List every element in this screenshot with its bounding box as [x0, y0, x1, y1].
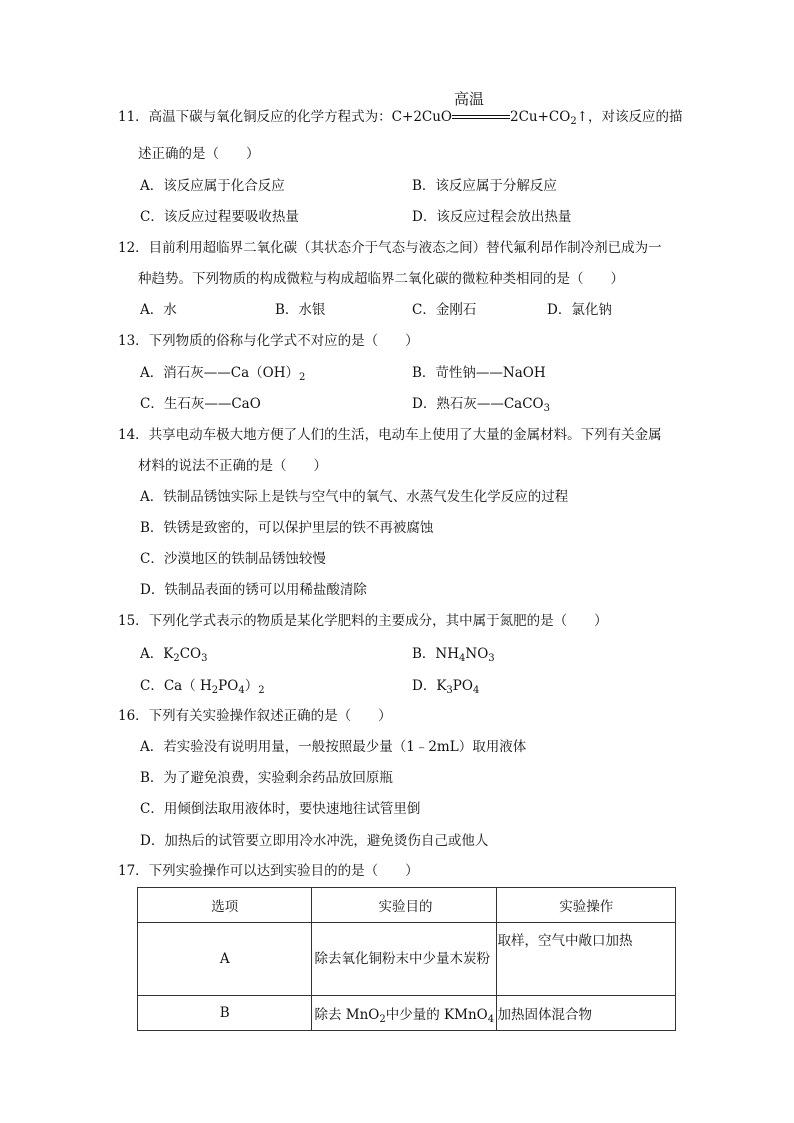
q11-option-c: C．该反应过程要吸收热量	[140, 209, 299, 225]
q16-option-a: A．若实验没有说明用量，一般按照最少量（1﹣2mL）取用液体	[140, 739, 527, 755]
row-a-operation: 取样，空气中敞口加热	[497, 923, 676, 996]
q15-b-sub2: 3	[488, 653, 495, 664]
q11-stem	[118, 90, 683, 127]
q15-d-mid: PO	[452, 678, 473, 694]
reaction-condition: 高温	[454, 90, 485, 108]
q11-option-a: A．该反应属于化合反应	[140, 178, 285, 194]
q11-option-b: B．该反应属于分解反应	[412, 178, 557, 194]
row-b-purpose-mid: 中少量的 KMnO	[385, 1007, 488, 1023]
q14-option-c: C．沙漠地区的铁制品锈蚀较慢	[140, 551, 326, 567]
q13-stem: 13．下列物质的俗称与化学式不对应的是（ ）	[118, 333, 419, 349]
q15-a-sub1: 2	[173, 653, 180, 664]
q16-option-b: B．为了避免浪费，实验剩余药品放回原瓶	[140, 770, 393, 786]
header-purpose: 实验目的	[312, 888, 497, 923]
q13-option-a	[140, 364, 305, 382]
q16-stem: 16．下列有关实验操作叙述正确的是（ ）	[118, 708, 392, 724]
q15-c-pre: C．Ca（ H	[140, 678, 212, 694]
q15-c-mid: PO	[218, 678, 239, 694]
q15-a-mid: CO	[179, 646, 202, 662]
q15-option-d	[412, 677, 479, 695]
q15-d-sub2: 4	[472, 685, 480, 696]
reaction-condition-arrow	[452, 90, 510, 126]
q16-option-c: C．用倾倒法取用液体时，要快速地往试管里倒	[140, 801, 421, 817]
q13-option-c: C．生石灰——CaO	[140, 396, 261, 412]
q15-c-sub3: 2	[258, 685, 265, 696]
q14-stem: 14．共享电动车极大地方便了人们的生活，电动车上使用了大量的金属材料。下列有关金属	[118, 427, 662, 443]
header-option: 选项	[138, 888, 312, 923]
row-b-operation: 加热固体混合物	[497, 996, 676, 1031]
row-b-purpose-sub2: 4	[487, 1014, 495, 1025]
q11-product: 2Cu+CO	[510, 109, 571, 125]
q16-option-d: D．加热后的试管要立即用冷水冲洗，避免烫伤自己或他人	[140, 833, 489, 849]
header-operation: 实验操作	[497, 888, 676, 923]
q14-option-a: A．铁制品锈蚀实际上是铁与空气中的氧气、水蒸气发生化学反应的过程	[140, 489, 569, 505]
row-a-option: A	[138, 923, 312, 996]
row-b-purpose-sub: 2	[379, 1014, 386, 1025]
table-row	[138, 996, 676, 1031]
q15-option-a	[140, 645, 208, 663]
q15-d-sub1: 3	[446, 685, 453, 696]
q12-option-a: A．水	[140, 302, 177, 318]
q15-b-sub1: 4	[459, 653, 466, 664]
q12-option-d: D．氯化钠	[547, 302, 612, 318]
q15-stem: 15．下列化学式表示的物质是某化学肥料的主要成分，其中属于氮肥的是（ ）	[118, 613, 608, 629]
q13-option-b: B．苛性钠——NaOH	[412, 365, 546, 381]
q13-option-a-text: A．消石灰——Ca（OH）	[140, 365, 299, 381]
q17-stem: 17．下列实验操作可以达到实验目的的是（ ）	[118, 863, 419, 879]
row-b-option: B	[138, 996, 312, 1031]
q13-option-a-sub: 2	[298, 372, 306, 383]
table-header-row	[138, 888, 676, 923]
q12-option-c: C．金刚石	[412, 302, 477, 318]
q15-c-sub2: 4	[238, 685, 245, 696]
q14-option-b: B．铁锈是致密的，可以保护里层的铁不再被腐蚀	[140, 520, 434, 536]
q14-stem-cont: 材料的说法不正确的是（ ）	[138, 458, 327, 474]
q11-stem-text: 11．高温下碳与氧化铜反应的化学方程式为：C+2CuO	[118, 109, 452, 125]
q12-stem: 12．目前利用超临界二氧化碳（其状态介于气态与液态之间）替代氟利昂作制冷剂已成为一	[118, 240, 662, 256]
q12-stem-cont: 种趋势。下列物质的构成微粒与构成超临界二氧化碳的微粒种类相同的是（ ）	[138, 271, 624, 287]
q15-b-pre: B．NH	[412, 646, 460, 662]
q15-a-sub2: 3	[201, 653, 208, 664]
row-b-purpose	[312, 996, 497, 1031]
q15-option-c	[140, 677, 265, 695]
q12-option-b: B．水银	[275, 302, 326, 318]
q15-option-b	[412, 645, 495, 663]
q14-option-d: D．铁制品表面的锈可以用稀盐酸清除	[140, 582, 367, 598]
q15-a-pre: A．K	[140, 646, 174, 662]
row-a-purpose-text: 除去氧化铜粉末中少量木炭粉	[314, 951, 490, 967]
row-b-purpose-pre: 除去 MnO	[314, 1007, 380, 1023]
q15-b-mid: NO	[465, 646, 489, 662]
q11-subscript: 2	[570, 116, 577, 127]
row-a-purpose	[312, 923, 497, 996]
q15-c-post: ）	[244, 678, 259, 694]
q13-option-d-text: D．熟石灰——CaCO	[412, 396, 544, 412]
q15-d-pre: D．K	[412, 678, 447, 694]
q15-c-sub1: 2	[211, 685, 219, 696]
table-row	[138, 923, 676, 996]
experiment-table	[137, 887, 676, 1031]
q11-stem-tail: ↑，对该反应的描	[576, 109, 683, 125]
q13-option-d-sub: 3	[543, 403, 550, 414]
q11-option-d: D．该反应过程会放出热量	[412, 209, 572, 225]
q11-stem-cont: 述正确的是（ ）	[138, 146, 260, 162]
q13-option-d	[412, 395, 550, 413]
